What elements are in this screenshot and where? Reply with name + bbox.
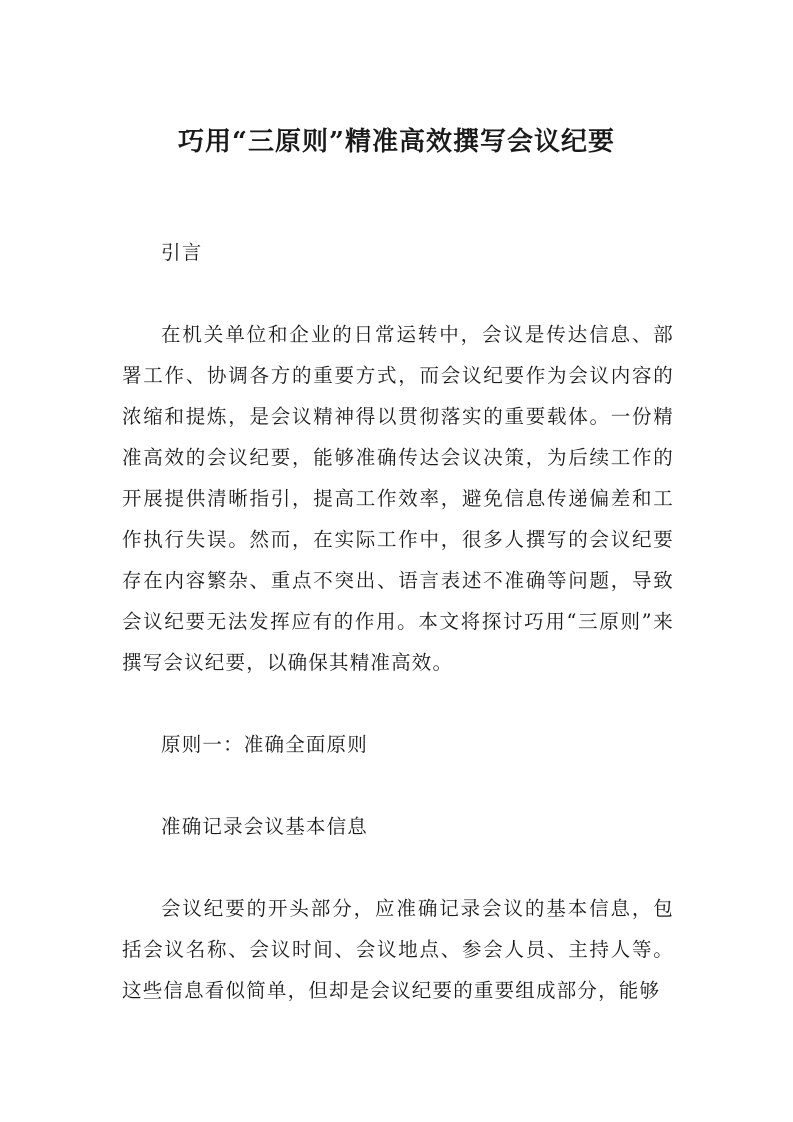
- intro-heading: 引言: [161, 241, 203, 264]
- document-body: [122, 232, 674, 1052]
- principle-one-heading: 原则一：准确全面原则: [161, 733, 369, 756]
- basic-info-paragraph: 会议纪要的开头部分，应准确记录会议的基本信息，包括会议名称、会议时间、会议地点、参会人员、主持人等。这些信息看似简单，但却是会议纪要的重要组成部分，能够: [122, 897, 674, 1002]
- basic-info-subheading: 准确记录会议基本信息: [161, 815, 369, 838]
- document-title: 巧用“三原则”精准高效撰写会议纪要: [178, 127, 615, 157]
- intro-paragraph: 在机关单位和企业的日常运转中，会议是传达信息、部署工作、协调各方的重要方式，而会议纪要作为会议内容的浓缩和提炼，是会议精神得以贯彻落实的重要载体。一份精准高效的会议纪要，能够准确传达会议决策，为后续工作的开展提供清晰指引，提高工作效率，避免信息传递偏差和工作执行失误。然而，在实际工作中，很多人撰写的会议纪要存在内容繁杂、重点不突出、语言表述不准确等问题，导致会议纪要无法发挥应有的作用。本文将探讨巧用“三原则”来撰写会议纪要，以确保其精准高效。: [122, 323, 674, 674]
